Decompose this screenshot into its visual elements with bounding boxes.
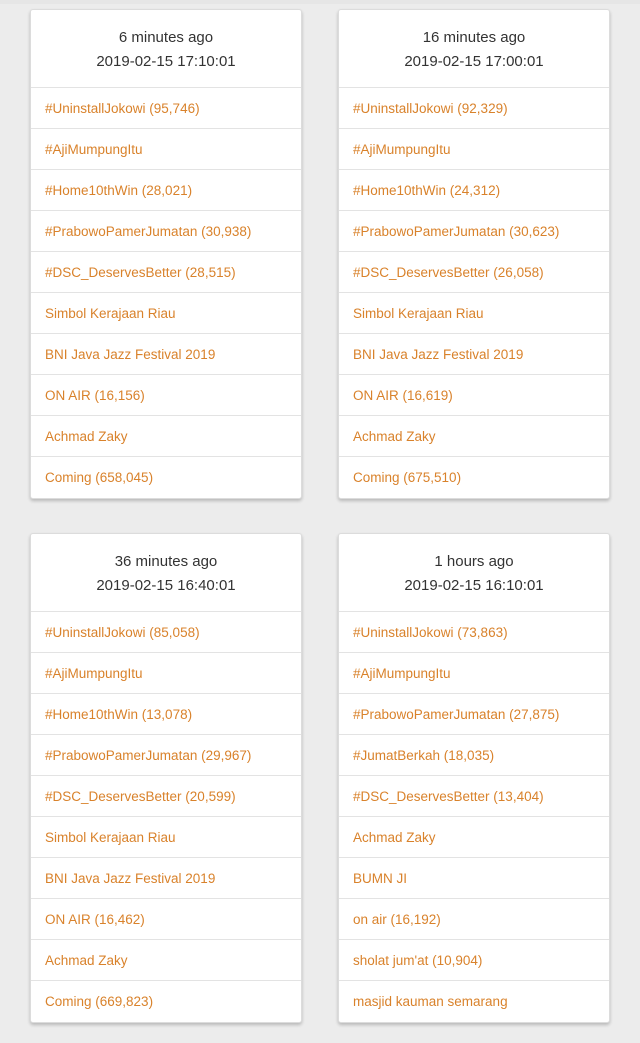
trend-item[interactable]: #Home10thWin (13,078) bbox=[31, 694, 301, 735]
trend-item[interactable]: #AjiMumpungItu bbox=[339, 653, 609, 694]
trend-item[interactable]: ON AIR (16,462) bbox=[31, 899, 301, 940]
time-ago: 6 minutes ago bbox=[118, 29, 214, 46]
trend-item[interactable]: Coming (675,510) bbox=[353, 470, 462, 485]
trend-item[interactable]: BUMN JI bbox=[339, 858, 609, 899]
timestamp: 2019-02-15 17:00:01 bbox=[404, 53, 544, 70]
trend-item[interactable]: BNI Java Jazz Festival 2019 bbox=[31, 334, 301, 375]
trend-item[interactable]: #DSC_DeservesBetter (13,404) bbox=[339, 776, 609, 817]
trend-item[interactable]: Achmad Zaky bbox=[31, 940, 301, 981]
trend-item[interactable]: #PrabowoPamerJumatan (29,967) bbox=[31, 735, 301, 776]
card-header bbox=[339, 10, 609, 88]
trend-item[interactable]: #UninstallJokowi (73,863) bbox=[339, 612, 609, 653]
card-header bbox=[31, 534, 301, 612]
trend-item[interactable]: #AjiMumpungItu bbox=[339, 129, 609, 170]
trend-item[interactable]: #PrabowoPamerJumatan (27,875) bbox=[339, 694, 609, 735]
timestamp: 2019-02-15 16:10:01 bbox=[404, 577, 544, 594]
trend-item[interactable]: #UninstallJokowi (95,746) bbox=[31, 88, 301, 129]
card-header bbox=[31, 10, 301, 88]
trend-item[interactable]: ON AIR (16,619) bbox=[339, 375, 609, 416]
trend-item[interactable]: Coming (669,823) bbox=[45, 994, 154, 1009]
trend-item[interactable]: #AjiMumpungItu bbox=[31, 129, 301, 170]
trend-item[interactable]: masjid kauman semarang bbox=[353, 994, 508, 1009]
timestamp: 2019-02-15 17:10:01 bbox=[96, 53, 236, 70]
timestamp: 2019-02-15 16:40:01 bbox=[96, 577, 236, 594]
trend-item[interactable]: #Home10thWin (24,312) bbox=[339, 170, 609, 211]
trend-card bbox=[338, 533, 610, 1023]
time-ago: 36 minutes ago bbox=[114, 553, 218, 570]
trend-item[interactable]: Simbol Kerajaan Riau bbox=[339, 293, 609, 334]
trend-item[interactable]: Achmad Zaky bbox=[31, 416, 301, 457]
trend-item[interactable]: #Home10thWin (28,021) bbox=[31, 170, 301, 211]
trend-item[interactable]: sholat jum'at (10,904) bbox=[339, 940, 609, 981]
card-header bbox=[339, 534, 609, 612]
trend-item[interactable]: Achmad Zaky bbox=[339, 416, 609, 457]
trend-item[interactable]: #DSC_DeservesBetter (28,515) bbox=[31, 252, 301, 293]
trend-item[interactable]: #AjiMumpungItu bbox=[31, 653, 301, 694]
time-ago: 16 minutes ago bbox=[422, 29, 526, 46]
trend-item[interactable]: #JumatBerkah (18,035) bbox=[339, 735, 609, 776]
trend-item[interactable]: #UninstallJokowi (85,058) bbox=[31, 612, 301, 653]
trend-card bbox=[30, 9, 302, 499]
trend-item[interactable]: BNI Java Jazz Festival 2019 bbox=[31, 858, 301, 899]
trend-card bbox=[30, 533, 302, 1023]
trend-item[interactable]: Achmad Zaky bbox=[339, 817, 609, 858]
trend-item[interactable]: Simbol Kerajaan Riau bbox=[31, 293, 301, 334]
trend-item[interactable]: #PrabowoPamerJumatan (30,623) bbox=[339, 211, 609, 252]
trend-item[interactable]: BNI Java Jazz Festival 2019 bbox=[339, 334, 609, 375]
time-ago: 1 hours ago bbox=[434, 553, 514, 570]
trend-item[interactable]: ON AIR (16,156) bbox=[31, 375, 301, 416]
trend-card bbox=[338, 9, 610, 499]
trend-item[interactable]: Coming (658,045) bbox=[45, 470, 154, 485]
trend-item[interactable]: on air (16,192) bbox=[339, 899, 609, 940]
trend-item[interactable]: #UninstallJokowi (92,329) bbox=[339, 88, 609, 129]
trend-item[interactable]: #PrabowoPamerJumatan (30,938) bbox=[31, 211, 301, 252]
trend-item[interactable]: #DSC_DeservesBetter (20,599) bbox=[31, 776, 301, 817]
trend-item[interactable]: #DSC_DeservesBetter (26,058) bbox=[339, 252, 609, 293]
trend-item[interactable]: Simbol Kerajaan Riau bbox=[31, 817, 301, 858]
